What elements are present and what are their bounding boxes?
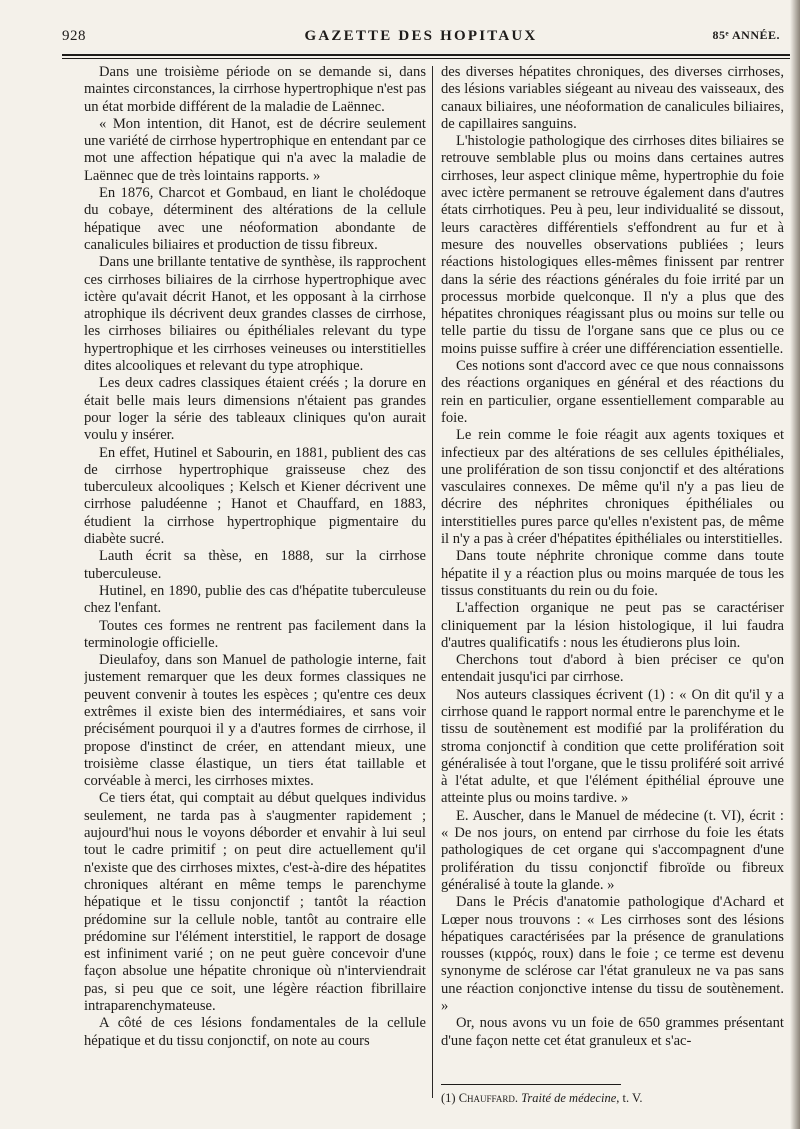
paragraph: des diverses hépatites chroniques, des diverses cirrhoses, des lésions variables siégeant au niveau des vaisseaux, des canaux biliaires, une néoformation de canalicules biliaires, de capillaires sanguins. <box>441 64 784 132</box>
paragraph: Hutinel, en 1890, publie des cas d'hépatite tuberculeuse chez l'enfant. <box>84 582 426 617</box>
footnote <box>441 1091 781 1106</box>
page-number: 928 <box>62 28 86 44</box>
page-header <box>62 28 780 48</box>
paragraph: Les deux cadres classiques étaient créés ; la dorure en était belle mais leurs dimensions n'étaient pas grandes pour loger la série des tableaux cliniques qu'on aurait voulu y insérer. <box>84 375 426 444</box>
paragraph: Ce tiers état, qui comptait au début quelques individus seulement, ne tarda pas à s'augmenter rapidement ; aujourd'hui nous le voyons déborder et envahir à lui seul tout le cadre primitif ; on peut dire actuellement qu'il n'existe que des cirrhoses mixtes, c'est-à-dire des hépatites chroniques altérant en même temps le parenchyme hépatique et le tissu conjonctif ; tantôt la réaction prédomine sur la cellule noble, tantôt au contraire elle prédomine sur l'élément interstitiel, le rapport de dosage est infiniment varié ; on ne peut guère concevoir d'une façon absolue une hépatite chronique où n'interviendrait pas, si peu que ce soit, une légère réaction fibrillaire intraparenchymateuse. <box>84 790 426 1015</box>
paragraph: Dans toute néphrite chronique comme dans toute hépatite il y a réaction plus ou moins marquée de tous les tissus constituants du rein ou du foie. <box>441 548 784 599</box>
paragraph: Le rein comme le foie réagit aux agents toxiques et infectieux par des altérations de ses cellules épithéliales, une prolifération de son tissu conjonctif et des altérations vasculaires connexes. De même qu'il n'y a pas lieu de décrire des néphrites chroniques épithéliales ou interstitielles pures parce qu'elles n'existent pas, de même il n'y a pas à créer d'hépatites épithéliales ou interstitielles. <box>441 427 784 548</box>
paragraph: En 1876, Charcot et Gombaud, en liant le cholédoque du cobaye, déterminent des altérations de la cellule hépatique avec une néoformation abondante de canalicules biliaires et production de tissu fibreux. <box>84 185 426 253</box>
header-rule-thick <box>62 54 792 56</box>
year-label: 85ᵉ ANNÉE. <box>712 28 780 42</box>
footnote-rule <box>441 1084 621 1085</box>
paragraph: Dans le Précis d'anatomie pathologique d'Achard et Lœper nous trouvons : « Les cirrhoses sont des lésions hépatiques caractérisées par la présence de granulations rousses (κιρρός, roux) dans le foie ; ce terme est devenu synonyme de sclérose car l'état granuleux ne va pas sans une réaction conjonctive intense du tissu de soutènement. » <box>441 894 784 1015</box>
paragraph: E. Auscher, dans le Manuel de médecine (t. VI), écrit : « De nos jours, on entend par cirrhose du foie les états pathologiques de cet organe qui s'accompagnent d'une prolifération du tissu conjonctif fibroïde ou fibreux généralisé à toute la glande. » <box>441 807 784 893</box>
paragraph: Lauth écrit sa thèse, en 1888, sur la cirrhose tuberculeuse. <box>84 548 426 582</box>
paragraph: L'histologie pathologique des cirrhoses dites biliaires se retrouve semblable plus ou moins dans certaines autres cirrhoses, leur aspect clinique même, hypertrophie du foie avec ictère permanent se retrouve également dans d'autres états cirrhotiques. Peu à peu, leur individualité se dissout, leurs caractères différentiels s'effondrent au fur et à mesure des nouvelles observations publiées ; leurs réactions histologiques elles-mêmes finissent par rentrer dans la série des réactions générales du foie irrité par un processus morbide quelconque. Il n'y a plus que des hépatites chroniques réagissant plus ou moins sur telle ou telle partie du tissu de l'organe sans que ce plus ou ce moins puisse suffire à créer une différenciation essentielle. <box>441 133 784 357</box>
right-column <box>441 64 784 1094</box>
paragraph: L'affection organique ne peut pas se caractériser cliniquement par la lésion histologique, il lui faudra d'autres qualificatifs : nous les étudierons plus loin. <box>441 600 784 651</box>
footnote-marker: (1) <box>441 1091 456 1105</box>
paragraph: A côté de ces lésions fondamentales de la cellule hépatique et du tissu conjonctif, on note au cours <box>84 1015 426 1049</box>
journal-title: GAZETTE DES HOPITAUX <box>304 28 538 44</box>
footnote-author: Chauffard. <box>458 1091 519 1105</box>
paragraph: Ces notions sont d'accord avec ce que nous connaissons des réactions organiques en général et des réactions du rein en particulier, organe essentiellement comparable au foie. <box>441 358 784 426</box>
paragraph: Dans une brillante tentative de synthèse, ils rapprochent ces cirrhoses biliaires de la cirrhose hypertrophique avec ictère qu'avait décrit Hanot, et les opposant à la cirrhose atrophique ils décrivent deux grandes classes de cirrhose, les cirrhoses biliaires ou épithéliales relevant du type hypertrophique et les cirrhoses veineuses ou interstitielles dites alcooliques et relevant du type atrophique. <box>84 254 426 375</box>
paragraph: Dans une troisième période on se demande si, dans maintes circonstances, la cirrhose hypertrophique n'est pas un état morbide différent de la maladie de Laënnec. <box>84 64 426 115</box>
left-column <box>84 64 426 1094</box>
paragraph: Or, nous avons vu un foie de 650 grammes présentant d'une façon nette cet état granuleux et s'ac- <box>441 1015 784 1049</box>
paragraph: Nos auteurs classiques écrivent (1) : « On dit qu'il y a cirrhose quand le rapport normal entre le parenchyme et le tissu de soutènement est modifié par la prolifération du stroma conjonctif à condition que cette prolifération soit généralisée à tout l'organe, que le tissu proliféré soit arrivé à l'état adulte, et que l'élément épithélial éprouve une atteinte plus ou moins tardive. » <box>441 686 784 807</box>
column-divider <box>432 66 433 1098</box>
page-edge-shadow <box>790 0 800 1129</box>
paragraph: « Mon intention, dit Hanot, est de décrire seulement une variété de cirrhose hypertrophique en entendant par ce mot une affection hépatique qui n'a avec la maladie de Laënnec que de très lointains rapports. » <box>84 115 426 184</box>
paragraph: Dieulafoy, dans son Manuel de pathologie interne, fait justement remarquer que les deux formes classiques ne peuvent convenir à toutes les espèces ; qu'entre ces deux extrêmes il existe bien des intermédiaires, et sans voir précisément pourquoi il y a d'autres formes de cirrhose, il propose d'instinct de créer, en attendant mieux, une troisième classe élastique, un tiers état taillable et corvéable à merci, les cirrhoses mixtes. <box>84 652 426 790</box>
paragraph: Toutes ces formes ne rentrent pas facilement dans la terminologie officielle. <box>84 617 426 651</box>
footnote-volume: , t. V. <box>616 1091 643 1105</box>
footnote-work: Traité de médecine <box>521 1091 617 1105</box>
paragraph: Cherchons tout d'abord à bien préciser ce qu'on entendait jusqu'ici par cirrhose. <box>441 652 784 686</box>
header-rule-thin <box>62 58 792 59</box>
paragraph: En effet, Hutinel et Sabourin, en 1881, publient des cas de cirrhose hypertrophique graisseuse chez des tuberculeux alcooliques ; Kelsch et Kiener décrivent une cirrhose paludéenne ; Hanot et Chauffard, en 1883, étudient la cirrhose hypertrophique pigmentaire du diabète sucré. <box>84 444 426 548</box>
